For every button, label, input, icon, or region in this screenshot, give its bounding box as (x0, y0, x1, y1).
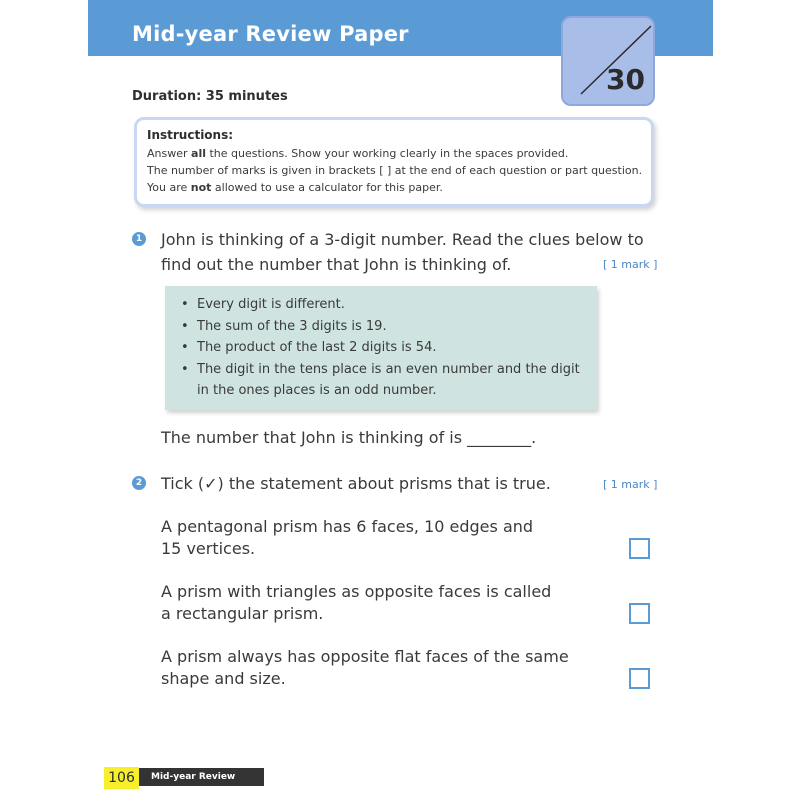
statement-1 (161, 516, 601, 560)
instructions-line-1 (147, 145, 641, 162)
instr-text: allowed to use a calculator for this paper. (211, 181, 443, 194)
clue-list (179, 294, 585, 402)
statement-line: 15 vertices. (161, 539, 256, 558)
instructions-title: Instructions: (147, 128, 234, 142)
statement-1-checkbox[interactable] (629, 538, 650, 559)
question-1-text-line-2: find out the number that John is thinking of. (161, 255, 512, 274)
clue-box (165, 286, 597, 410)
score-box (561, 16, 655, 106)
instructions-line-3 (147, 179, 641, 196)
score-total: 30 (606, 63, 645, 96)
instr-text: the questions. Show your working clearly in the spaces provided. (205, 147, 569, 160)
question-1-text-line-1: John is thinking of a 3-digit number. Read the clues below to (161, 230, 644, 249)
instr-text: You are (147, 181, 191, 194)
statement-3-checkbox[interactable] (629, 668, 650, 689)
instr-text: Answer (147, 147, 192, 160)
statement-line: shape and size. (161, 669, 286, 688)
statement-line: A prism with triangles as opposite faces is called (161, 582, 552, 601)
statement-line: A pentagonal prism has 6 faces, 10 edges and (161, 517, 534, 536)
statement-line: A prism always has opposite flat faces of the same (161, 647, 569, 666)
footer-label: Mid-year Review Paper (139, 768, 264, 786)
page-title: Mid-year Review Paper (132, 22, 409, 46)
instructions-line-2: The number of marks is given in brackets [ ] at the end of each question or part question. (147, 164, 643, 177)
question-number-badge: 1 (132, 232, 146, 246)
statement-3 (161, 646, 601, 690)
question-2-marks: [ 1 mark ] (603, 478, 658, 491)
clue-item: • The product of the last 2 digits is 54. (179, 337, 585, 359)
question-1-marks: [ 1 mark ] (603, 258, 658, 271)
statement-2 (161, 581, 601, 625)
instr-bold: all (191, 147, 206, 160)
clue-item: • The sum of the 3 digits is 19. (179, 316, 585, 338)
duration-label: Duration: 35 minutes (132, 89, 288, 104)
answer-prompt: The number that John is thinking of is ________. (161, 428, 537, 447)
clue-item: • Every digit is different. (179, 294, 585, 316)
instr-bold: not (190, 181, 212, 194)
question-number-badge: 2 (132, 476, 146, 490)
question-2-text: Tick (✓) the statement about prisms that is true. (161, 474, 551, 493)
statement-2-checkbox[interactable] (629, 603, 650, 624)
footer-page-number: 106 (104, 767, 139, 789)
clue-item: • The digit in the tens place is an even number and the digit in the ones places is an odd number. (179, 359, 585, 402)
instructions-box (134, 117, 654, 207)
statement-line: a rectangular prism. (161, 604, 324, 623)
